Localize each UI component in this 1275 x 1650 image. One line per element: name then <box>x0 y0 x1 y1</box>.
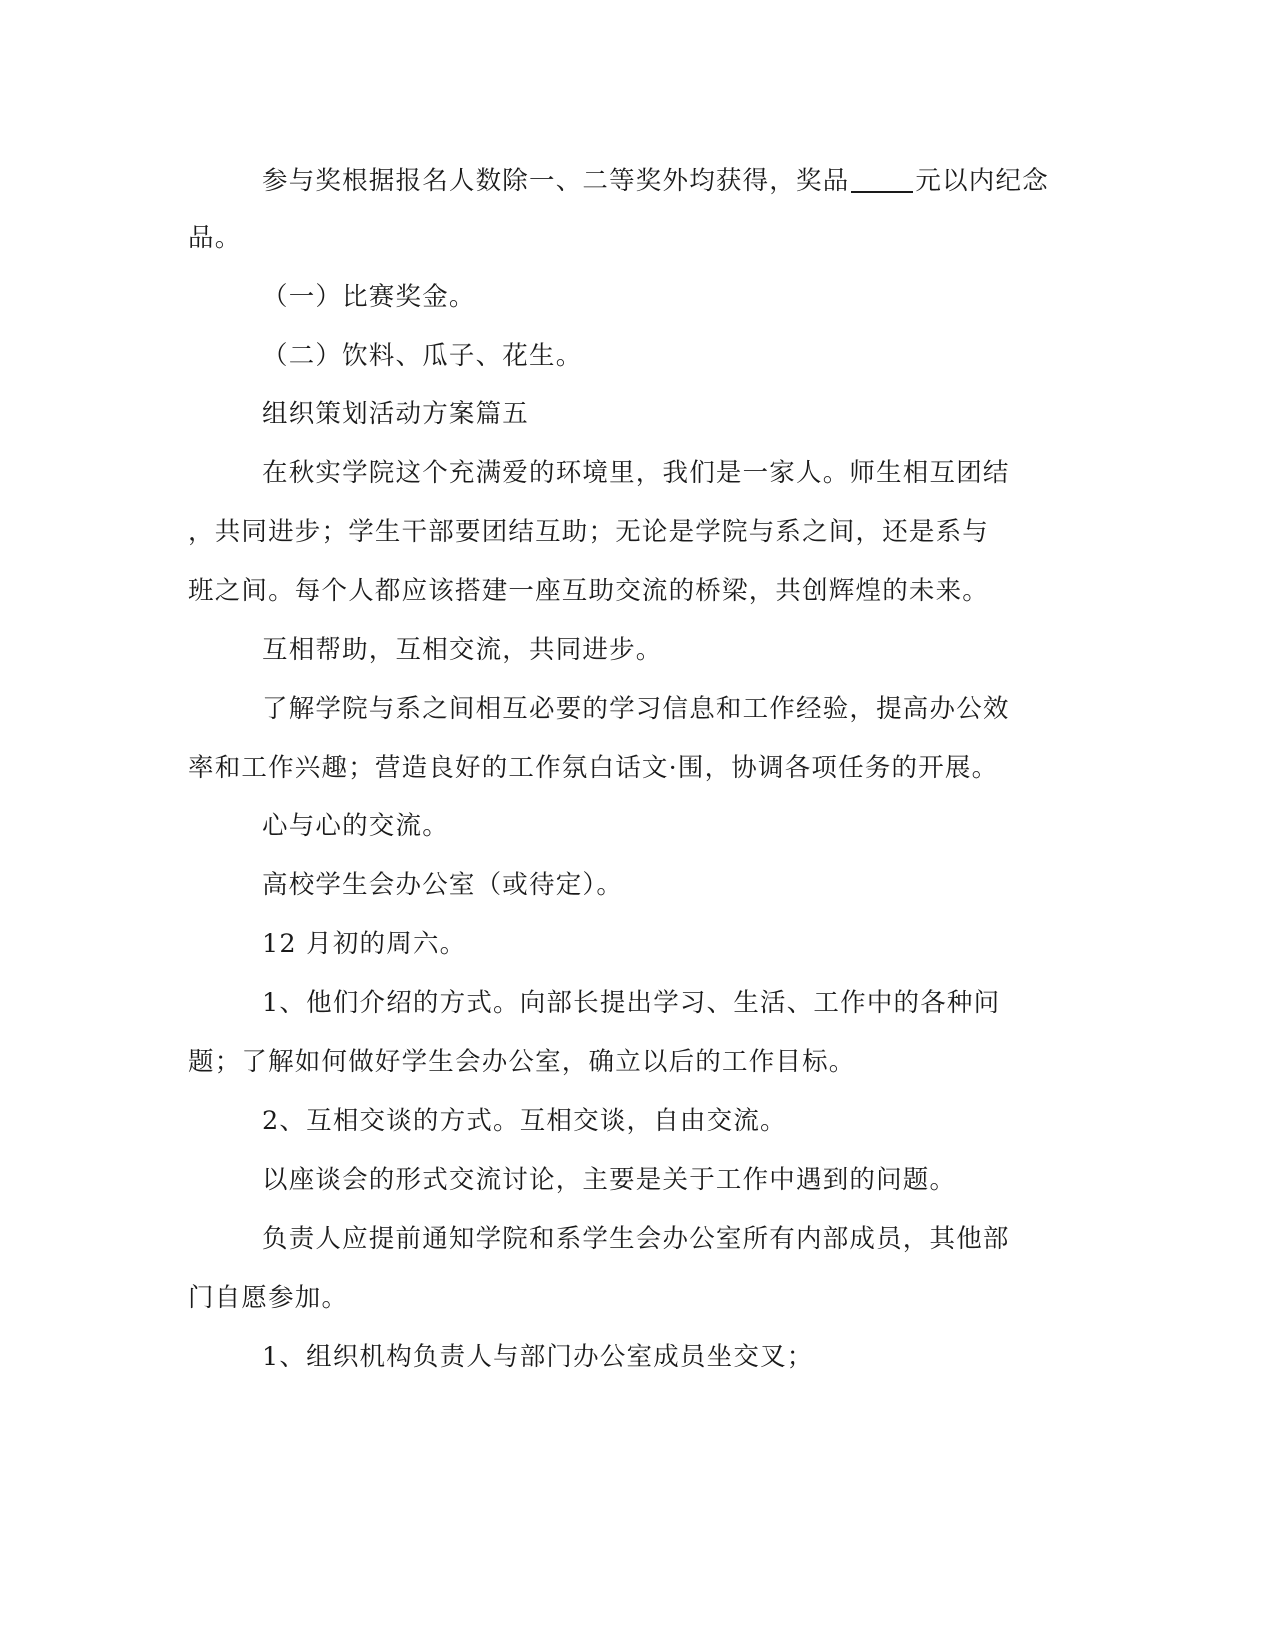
paragraph-line: 负责人应提前通知学院和系学生会办公室所有内部成员，其他部 <box>262 1224 1010 1254</box>
paragraph-line: 题；了解如何做好学生会办公室，确立以后的工作目标。 <box>188 1047 856 1077</box>
paragraph-line: 高校学生会办公室（或待定）。 <box>262 870 624 900</box>
paragraph-line: 品。 <box>188 223 242 253</box>
paragraph-line: 1、他们介绍的方式。向部长提出学习、生活、工作中的各种问 <box>262 988 1001 1018</box>
paragraph-line: ，共同进步；学生干部要团结互助；无论是学院与系之间，还是系与 <box>188 517 990 547</box>
paragraph-line: 以座谈会的形式交流讨论，主要是关于工作中遇到的问题。 <box>262 1165 957 1195</box>
paragraph-line: 门自愿参加。 <box>188 1283 349 1313</box>
paragraph-line <box>262 161 1049 201</box>
paragraph-line: （二）饮料、瓜子、花生。 <box>262 341 583 371</box>
paragraph-line: 了解学院与系之间相互必要的学习信息和工作经验，提高办公效 <box>262 694 1010 724</box>
fill-in-blank <box>851 190 913 193</box>
paragraph-line: 率和工作兴趣；营造良好的工作氛白话文·围，协调各项任务的开展。 <box>188 753 999 783</box>
line-text: 元以内纪念 <box>915 166 1049 196</box>
paragraph-line: 班之间。每个人都应该搭建一座互助交流的桥梁，共创辉煌的未来。 <box>188 576 990 606</box>
paragraph-line: 心与心的交流。 <box>262 811 449 841</box>
paragraph-line: 互相帮助，互相交流，共同进步。 <box>262 635 663 665</box>
paragraph-line: 在秋实学院这个充满爱的环境里，我们是一家人。师生相互团结 <box>262 458 1010 488</box>
line-text: 参与奖根据报名人数除一、二等奖外均获得，奖品 <box>262 166 850 196</box>
paragraph-line: 12 月初的周六。 <box>262 929 467 959</box>
paragraph-line: （一）比赛奖金。 <box>262 282 476 312</box>
paragraph-line: 2、互相交谈的方式。互相交谈，自由交流。 <box>262 1106 787 1136</box>
section-heading: 组织策划活动方案篇五 <box>262 399 530 429</box>
paragraph-line: 1、组织机构负责人与部门办公室成员坐交叉； <box>262 1342 814 1372</box>
